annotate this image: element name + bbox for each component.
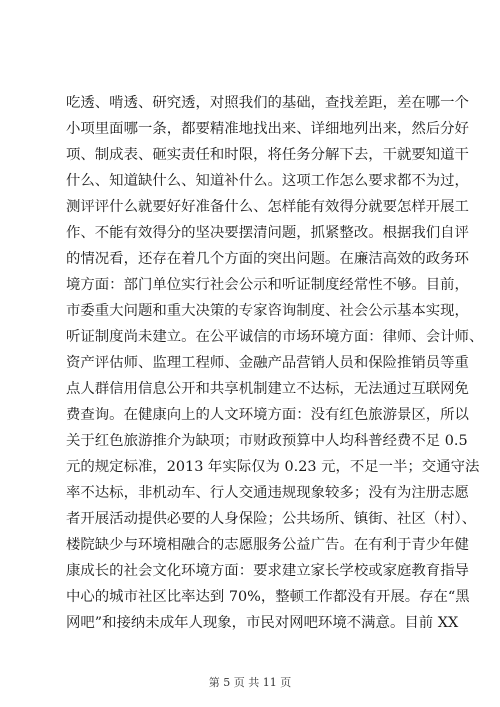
text-line: 吃透、啃透、研究透，对照我们的基础，查找差距，差在哪一个 xyxy=(66,95,469,111)
body-text xyxy=(66,90,484,636)
text-line: 市委重大问题和重大决策的专家咨询制度、社会公示基本实现， xyxy=(66,303,469,319)
text-line: 者开展活动提供必要的人身保险；公共场所、镇街、社区（村）、 xyxy=(66,511,477,527)
text-line: 楼院缺少与环境相融合的志愿服务公益广告。在有利于青少年健 xyxy=(66,537,469,553)
text-line: 费查询。在健康向上的人文环境方面：没有红色旅游景区，所以 xyxy=(66,407,469,423)
text-line: 作、不能有效得分的坚决要摆清问题，抓紧整改。根据我们自评 xyxy=(66,225,469,241)
text-line: 项、制成表、砸实责任和时限，将任务分解下去，干就要知道干 xyxy=(66,147,469,163)
text-line: 点人群信用信息公开和共享机制建立不达标，无法通过互联网免 xyxy=(66,381,469,397)
text-line: 测评评什么就要好好准备什么、怎样能有效得分就要怎样开展工 xyxy=(66,199,469,215)
text-line: 元的规定标准，2013 年实际仅为 0.23 元，不足一半；交通守法 xyxy=(66,459,480,475)
text-line: 关于红色旅游推介为缺项；市财政预算中人均科普经费不足 0.5 xyxy=(66,433,468,449)
text-line: 听证制度尚未建立。在公平诚信的市场环境方面：律师、会计师、 xyxy=(66,329,484,345)
text-line: 康成长的社会文化环境方面：要求建立家长学校或家庭教育指导 xyxy=(66,563,469,579)
text-line: 中心的城市社区比率达到 70%，整顿工作都没有开展。存在“黑 xyxy=(66,589,470,605)
text-line: 的情况看，还存在着几个方面的突出问题。在廉洁高效的政务环 xyxy=(66,251,469,267)
text-line: 境方面：部门单位实行社会公示和听证制度经常性不够。目前， xyxy=(66,277,469,293)
page-number-footer: 第 5 页 共 11 页 xyxy=(208,676,292,689)
text-line: 资产评估师、监理工程师、金融产品营销人员和保险推销员等重 xyxy=(66,355,469,371)
text-line: 网吧”和接纳未成年人现象，市民对网吧环境不满意。目前 XX xyxy=(66,615,459,631)
text-line: 率不达标，非机动车、行人交通违规现象较多；没有为注册志愿 xyxy=(66,485,469,501)
text-line: 小项里面哪一条，都要精准地找出来、详细地列出来，然后分好 xyxy=(66,121,469,137)
text-line: 什么、知道缺什么、知道补什么。这项工作怎么要求都不为过， xyxy=(66,173,469,189)
